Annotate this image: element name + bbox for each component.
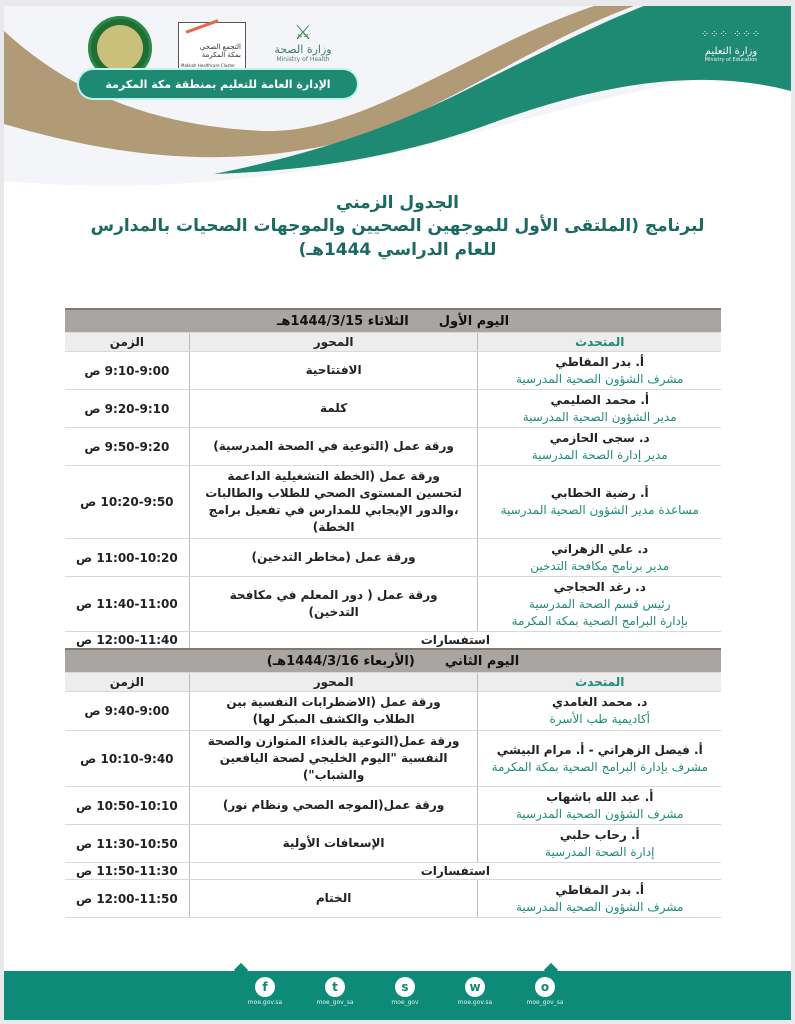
speaker-cell — [478, 577, 721, 632]
schedule-row — [65, 731, 721, 787]
speaker-name: أ. رضية الخطابي — [550, 486, 649, 500]
day-date: الثلاثاء 1444/3/15هـ — [276, 313, 409, 329]
time-cell: 10:20-9:50 ص — [65, 466, 189, 539]
title-line-1: الجدول الزمني — [336, 193, 459, 213]
speaker-name: د. سجى الحازمي — [549, 430, 650, 445]
document-title — [64, 192, 731, 262]
speaker-role: بإدارة البرامج الصحية بمكة المكرمة — [511, 613, 688, 628]
column-header-time: الزمن — [65, 673, 189, 692]
speaker-role: مساعدة مدير الشؤون الصحية المدرسية — [500, 503, 699, 517]
facebook-icon[interactable]: f — [255, 977, 275, 997]
day-label: اليوم الأول — [438, 313, 510, 329]
snapchat-icon[interactable]: s — [395, 977, 415, 997]
document-page — [4, 6, 791, 1020]
speaker-name: د. علي الزهراني — [551, 541, 649, 556]
speaker-name: د. محمد الغامدي — [552, 695, 648, 709]
column-header-row — [65, 333, 721, 352]
speaker-role: مدير الشؤون الصحية المدرسية — [522, 409, 677, 424]
cluster-logo-en: Makkah Healthcare Cluster — [181, 63, 235, 68]
schedule-table — [65, 308, 721, 918]
topic-cell: الإسعافات الأولية — [189, 825, 478, 863]
social-link[interactable] — [310, 977, 360, 1006]
schedule-row — [65, 352, 721, 390]
speaker-cell — [478, 731, 721, 787]
schedule-row — [65, 466, 721, 539]
speaker-role: مدير برنامج مكافحة التدخين — [530, 558, 670, 573]
social-link[interactable] — [240, 977, 290, 1006]
topic-cell: ورقة عمل ( دور المعلم في مكافحة التدخين) — [189, 577, 478, 632]
topic-cell: ورقة عمل (الخطة التشغيلية الداعمة لتحسين المستوى الصحي للطلاب والطالبات ،والدور الإيجابي للمدارس في تفعيل برامج الخطة) — [189, 466, 478, 539]
social-label[interactable]: moe.gov.sa — [247, 999, 283, 1006]
schedule-row — [65, 428, 721, 466]
schedule-row — [65, 390, 721, 428]
palm-swords-icon: ⚔ — [294, 20, 312, 44]
partner-logos — [88, 16, 348, 76]
title-line-3: للعام الدراسي 1444هـ) — [298, 240, 497, 260]
day-header — [65, 309, 721, 333]
time-cell: 12:00-11:50 ص — [65, 880, 189, 918]
break-row — [65, 632, 721, 650]
day-header-row — [65, 309, 721, 333]
day-label: اليوم الثاني — [444, 653, 520, 669]
twitter-icon[interactable]: t — [325, 977, 345, 997]
speaker-cell — [478, 787, 721, 825]
speaker-name: أ. بدر المقاطي — [555, 354, 645, 369]
speaker-name: أ. فيصل الزهراني - أ. مرام البيشي — [496, 742, 703, 757]
speaker-name: أ. محمد الصليمي — [550, 392, 649, 407]
day-date: (الأربعاء 1444/3/16هـ) — [266, 653, 415, 669]
time-cell: 9:50-9:20 ص — [65, 428, 189, 466]
topic-cell: ورقة عمل (مخاطر التدخين) — [189, 539, 478, 577]
social-label[interactable]: moe_gov_sa — [526, 999, 564, 1006]
break-time: 11:50-11:30 ص — [65, 863, 189, 880]
schedule-row — [65, 825, 721, 863]
break-label: استفسارات — [189, 863, 721, 880]
column-header-time: الزمن — [65, 333, 189, 352]
time-cell: 11:30-10:50 ص — [65, 825, 189, 863]
topic-cell: ورقة عمل (الاضطرابات النفسية بين الطلاب والكشف المبكر لها) — [189, 692, 478, 731]
speaker-role: مشرف الشؤون الصحية المدرسية — [516, 806, 684, 821]
speaker-cell — [478, 539, 721, 577]
speaker-name: د. رغد الحجاجي — [553, 579, 646, 594]
speaker-cell — [478, 352, 721, 390]
speaker-name: أ. عبد الله باشهاب — [546, 789, 654, 804]
column-header-speaker: المتحدث — [478, 673, 721, 692]
moh-logo-ar: وزارة الصحة — [274, 43, 332, 56]
day-header-row — [65, 649, 721, 673]
topic-cell: ورقة عمل(الموجه الصحي ونظام نور) — [189, 787, 478, 825]
time-cell: 9:10-9:00 ص — [65, 352, 189, 390]
break-label: استفسارات — [189, 632, 721, 650]
column-header-row — [65, 673, 721, 692]
instagram-icon[interactable]: o — [535, 977, 555, 997]
schedule-row — [65, 539, 721, 577]
speaker-cell — [478, 466, 721, 539]
break-time: 12:00-11:40 ص — [65, 632, 189, 650]
speaker-cell — [478, 880, 721, 918]
speaker-cell — [478, 428, 721, 466]
title-line-2: لبرنامج (الملتقى الأول للموجهين الصحيين والموجهات الصحيات بالمدارس — [90, 216, 705, 236]
speaker-cell — [478, 692, 721, 731]
time-cell: 10:50-10:10 ص — [65, 787, 189, 825]
social-link[interactable] — [450, 977, 500, 1006]
topic-cell: الافتتاحية — [189, 352, 478, 390]
schedule-row — [65, 692, 721, 731]
footer-social-bar — [4, 971, 791, 1020]
speaker-role: مدير إدارة الصحة المدرسية — [531, 447, 668, 462]
web-icon[interactable]: w — [465, 977, 485, 997]
social-label[interactable]: moe.gov.sa — [457, 999, 493, 1006]
time-cell: 11:40-11:00 ص — [65, 577, 189, 632]
region-name-banner: الإدارة العامة للتعليم بمنطقة مكة المكرمة — [79, 70, 357, 98]
day-header — [65, 649, 721, 673]
schedule-row — [65, 577, 721, 632]
time-cell: 10:10-9:40 ص — [65, 731, 189, 787]
speaker-cell — [478, 390, 721, 428]
social-link[interactable] — [520, 977, 570, 1006]
moh-logo-en: Ministry of Health — [276, 56, 330, 63]
schedule-row — [65, 880, 721, 918]
moe-dots-icon: ⁘⁘⁘ ⁘⁘⁘ — [700, 29, 762, 40]
speaker-role: أكاديمية طب الأسرة — [549, 712, 650, 726]
speaker-name: أ. بدر المقاطي — [555, 882, 645, 897]
ministry-of-education-logo — [693, 30, 769, 63]
moe-logo-en: Ministry of Education — [704, 57, 758, 63]
speaker-role: رئيس قسم الصحة المدرسية — [528, 596, 671, 611]
social-label[interactable]: moe_gov — [391, 999, 419, 1006]
social-label[interactable]: moe_gov_sa — [316, 999, 354, 1006]
social-link[interactable] — [380, 977, 430, 1006]
speaker-role: مشرف الشؤون الصحية المدرسية — [516, 899, 684, 914]
column-header-topic: المحور — [189, 673, 478, 692]
topic-cell: ورقة عمل (التوعية في الصحة المدرسية) — [189, 428, 478, 466]
health-cluster-logo — [178, 22, 246, 70]
cluster-logo-line2: بمكة المكرمة — [201, 51, 241, 59]
speaker-cell — [478, 825, 721, 863]
topic-cell: ورقة عمل(التوعية بالغذاء المتوازن والصحة النفسية "اليوم الخليجي لصحة اليافعين والشباب") — [189, 731, 478, 787]
schedule-row — [65, 787, 721, 825]
time-cell: 9:40-9:00 ص — [65, 692, 189, 731]
cluster-logo-line1: التجمع الصحي — [199, 43, 241, 51]
speaker-role: مشرف الشؤون الصحية المدرسية — [516, 371, 684, 386]
topic-cell: الختام — [189, 880, 478, 918]
speaker-role: مشرف بإدارة البرامج الصحية بمكة المكرمة — [491, 759, 708, 774]
time-cell: 11:00-10:20 ص — [65, 539, 189, 577]
time-cell: 9:20-9:10 ص — [65, 390, 189, 428]
speaker-role: إدارة الصحة المدرسية — [545, 844, 655, 859]
topic-cell: كلمة — [189, 390, 478, 428]
ministry-of-health-logo — [268, 20, 338, 74]
column-header-speaker: المتحدث — [478, 333, 721, 352]
speaker-name: أ. رحاب حلبي — [559, 827, 640, 842]
moe-logo-ar: وزارة التعليم — [704, 46, 758, 57]
column-header-topic: المحور — [189, 333, 478, 352]
break-row — [65, 863, 721, 880]
